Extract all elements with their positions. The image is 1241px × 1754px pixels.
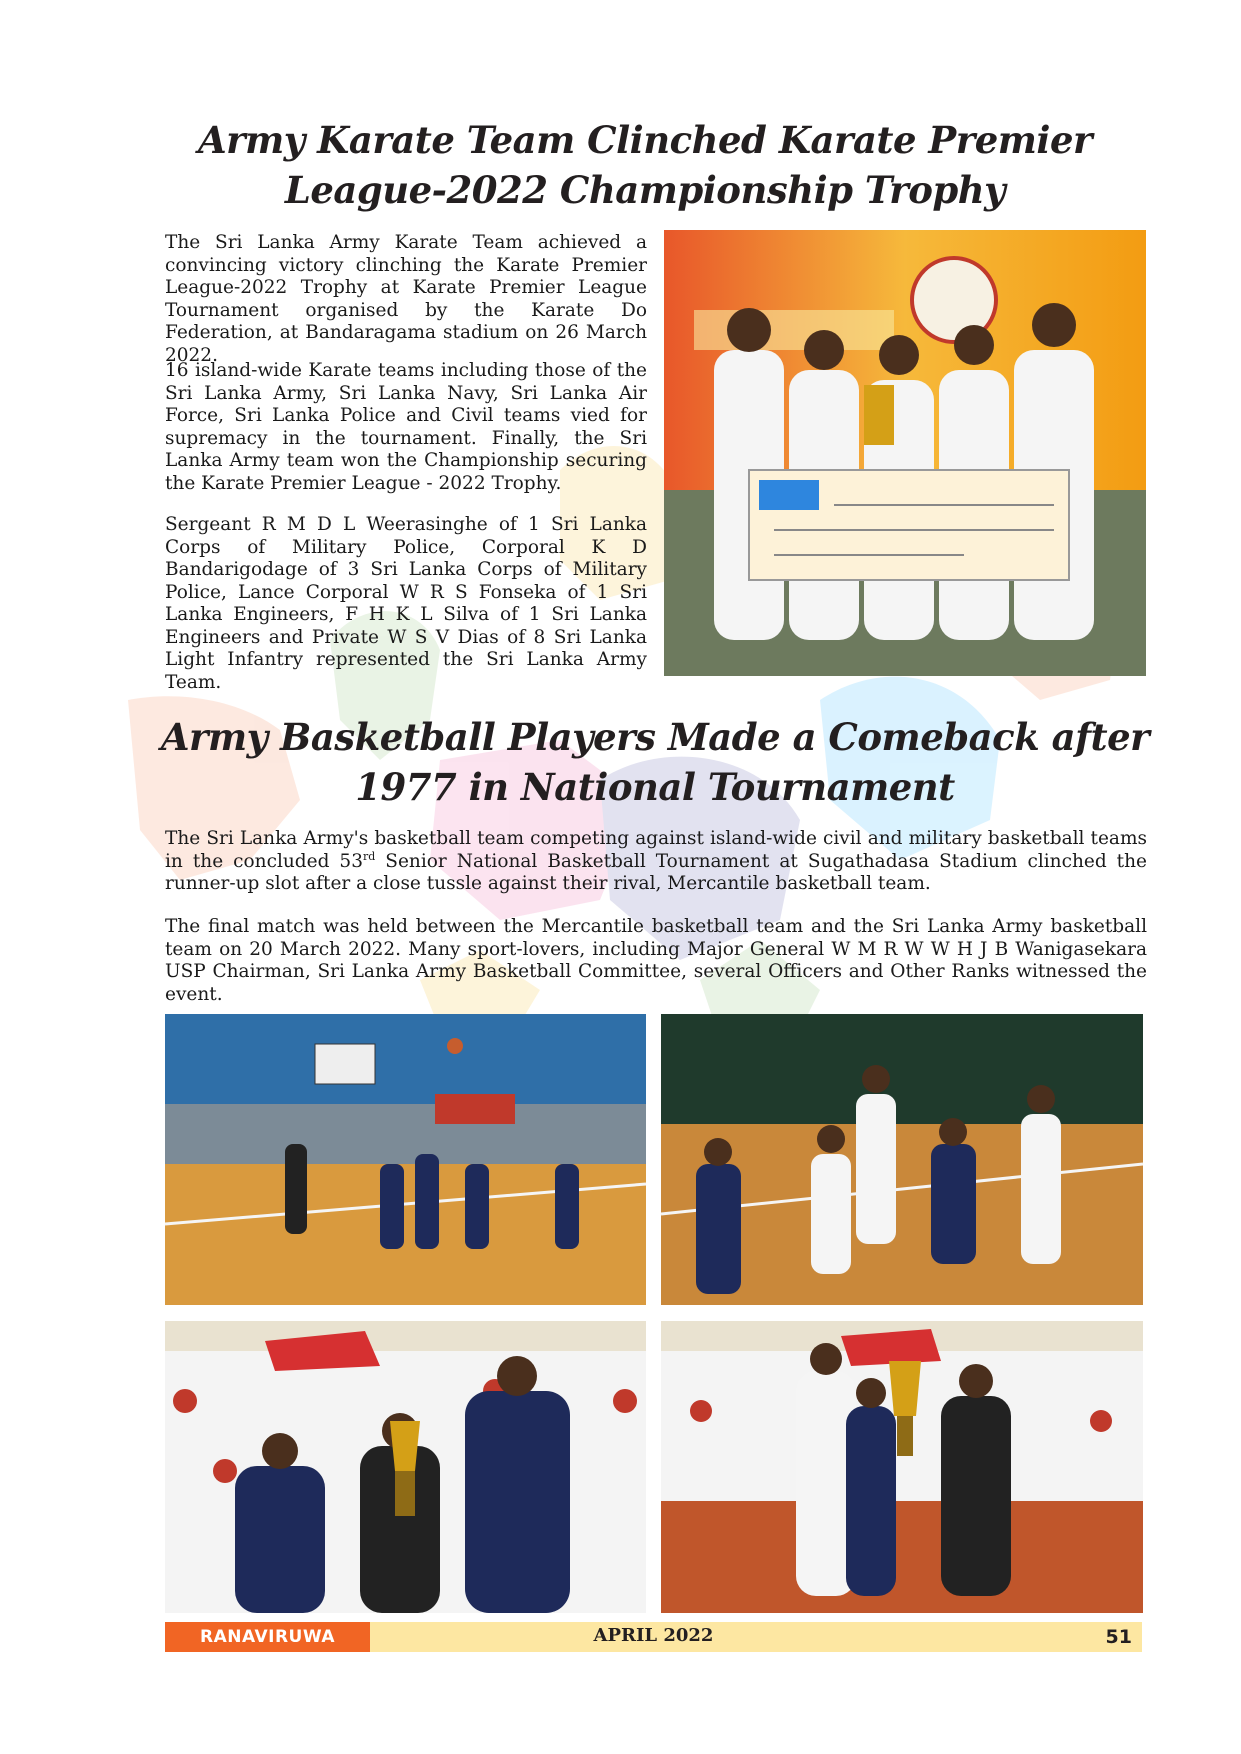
basketball-article-title: Army Basketball Players Made a Comeback after 1977 in National Tournament — [160, 715, 1150, 809]
magazine-name: RANAVIRUWA — [165, 1622, 370, 1652]
karate-team-photo — [664, 230, 1146, 676]
issue-date: APRIL 2022 — [593, 1625, 714, 1646]
page-number: 51 — [1105, 1626, 1132, 1648]
trophy-presentation-photo-2 — [661, 1321, 1143, 1613]
karate-paragraph-3: Sergeant R M D L Weerasinghe of 1 Sri Lanka Corps of Military Police, Corporal K D Bandarigodage of 3 Sri Lanka Corps of Military Police, Lance Corporal W R S Fonseka of 1 Sri Lanka Engineers, F H K L Silva of 1 Sri Lanka Engineers and Private W S V Dias of 8 Sri Lanka Light Infantry represented the Sri Lanka Army Team. — [165, 514, 647, 693]
basketball-game-photo-2 — [661, 1014, 1143, 1305]
karate-paragraph-2: 16 island-wide Karate teams including those of the Sri Lanka Army, Sri Lanka Navy, Sri Lanka Air Force, Sri Lanka Police and Civil teams vied for supremacy in the tournament. Finally, the Sri Lanka Army team won the Championship securing the Karate Premier League - 2022 Trophy. — [165, 360, 647, 494]
basketball-paragraph-1: The Sri Lanka Army's basketball team competing against island-wide civil and military basketball teams in the concluded 53rd Senior National Basketball Tournament at Sugathadasa Stadium clinched the runner-up slot after a close tussle against their rival, Mercantile basketball team. — [165, 828, 1147, 894]
trophy-presentation-photo-1 — [165, 1321, 646, 1613]
karate-article-title: Army Karate Team Clinched Karate Premier League-2022 Championship Trophy — [197, 118, 1093, 212]
basketball-game-photo-1 — [165, 1014, 646, 1305]
basketball-paragraph-2: The final match was held between the Mercantile basketball team and the Sri Lanka Army basketball team on 20 March 2022. Many sport-lovers, including Major General W M R W W H J B Wanigasekara USP Chairman, Sri Lanka Army Basketball Committee, several Officers and Other Ranks witnessed the event. — [165, 916, 1147, 1005]
page-footer — [165, 1622, 1142, 1652]
karate-paragraph-1: The Sri Lanka Army Karate Team achieved a convincing victory clinching the Karate Premier League-2022 Trophy at Karate Premier League Tournament organised by the Karate Do Federation, at Bandaragama stadium on 26 March 2022. — [165, 232, 647, 366]
